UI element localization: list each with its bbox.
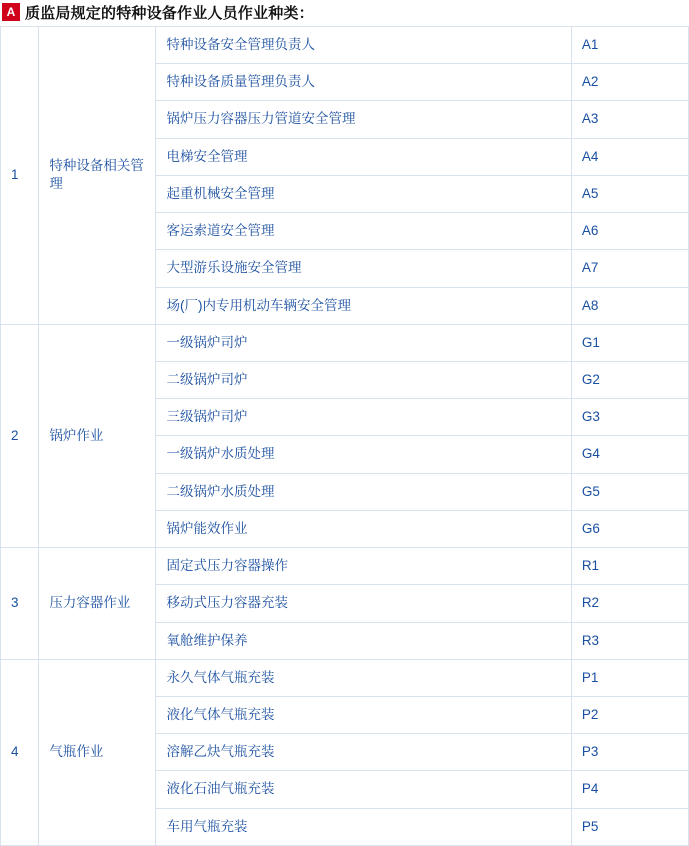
table-body (1, 27, 689, 846)
occupation-code-cell: G4 (571, 436, 688, 473)
table-row (1, 659, 689, 696)
occupation-name-cell: 二级锅炉司炉 (156, 361, 571, 398)
occupation-name-cell: 大型游乐设施安全管理 (156, 250, 571, 287)
occupation-code-cell: P2 (571, 696, 688, 733)
occupation-name-cell: 电梯安全管理 (156, 138, 571, 175)
occupation-category-table (0, 26, 689, 846)
occupation-code-cell: A2 (571, 64, 688, 101)
group-category-cell: 压力容器作业 (39, 548, 156, 660)
occupation-name-cell: 氧舱维护保养 (156, 622, 571, 659)
occupation-name-cell: 二级锅炉水质处理 (156, 473, 571, 510)
occupation-code-cell: R1 (571, 548, 688, 585)
occupation-code-cell: A5 (571, 175, 688, 212)
occupation-name-cell: 三级锅炉司炉 (156, 399, 571, 436)
occupation-name-cell: 液化气体气瓶充装 (156, 696, 571, 733)
occupation-name-cell: 一级锅炉司炉 (156, 324, 571, 361)
occupation-code-cell: A6 (571, 213, 688, 250)
page-title: 质监局规定的特种设备作业人员作业种类： (25, 4, 314, 22)
occupation-name-cell: 起重机械安全管理 (156, 175, 571, 212)
group-index-cell: 3 (1, 548, 39, 660)
group-category-cell: 锅炉作业 (39, 324, 156, 547)
occupation-name-cell: 液化石油气瓶充装 (156, 771, 571, 808)
occupation-name-cell: 锅炉能效作业 (156, 510, 571, 547)
occupation-name-cell: 溶解乙炔气瓶充装 (156, 734, 571, 771)
occupation-code-cell: R3 (571, 622, 688, 659)
occupation-code-cell: P5 (571, 808, 688, 845)
group-index-cell: 2 (1, 324, 39, 547)
occupation-name-cell: 移动式压力容器充装 (156, 585, 571, 622)
occupation-name-cell: 特种设备安全管理负责人 (156, 27, 571, 64)
section-badge-icon: A (2, 3, 20, 21)
occupation-name-cell: 锅炉压力容器压力管道安全管理 (156, 101, 571, 138)
section-header (0, 0, 689, 26)
occupation-name-cell: 固定式压力容器操作 (156, 548, 571, 585)
group-category-cell: 特种设备相关管理 (39, 27, 156, 325)
occupation-code-cell: G1 (571, 324, 688, 361)
occupation-code-cell: A1 (571, 27, 688, 64)
occupation-code-cell: A8 (571, 287, 688, 324)
occupation-code-cell: A4 (571, 138, 688, 175)
occupation-code-cell: G5 (571, 473, 688, 510)
occupation-name-cell: 场(厂)内专用机动车辆安全管理 (156, 287, 571, 324)
group-index-cell: 1 (1, 27, 39, 325)
table-row (1, 324, 689, 361)
occupation-code-cell: P1 (571, 659, 688, 696)
occupation-code-cell: G3 (571, 399, 688, 436)
occupation-code-cell: G6 (571, 510, 688, 547)
occupation-name-cell: 车用气瓶充装 (156, 808, 571, 845)
occupation-code-cell: A3 (571, 101, 688, 138)
occupation-code-cell: P3 (571, 734, 688, 771)
occupation-name-cell: 一级锅炉水质处理 (156, 436, 571, 473)
occupation-name-cell: 永久气体气瓶充装 (156, 659, 571, 696)
table-row (1, 27, 689, 64)
table-row (1, 548, 689, 585)
occupation-code-cell: P4 (571, 771, 688, 808)
occupation-name-cell: 特种设备质量管理负责人 (156, 64, 571, 101)
occupation-code-cell: G2 (571, 361, 688, 398)
occupation-name-cell: 客运索道安全管理 (156, 213, 571, 250)
occupation-code-cell: A7 (571, 250, 688, 287)
group-index-cell: 4 (1, 659, 39, 845)
group-category-cell: 气瓶作业 (39, 659, 156, 845)
occupation-code-cell: R2 (571, 585, 688, 622)
